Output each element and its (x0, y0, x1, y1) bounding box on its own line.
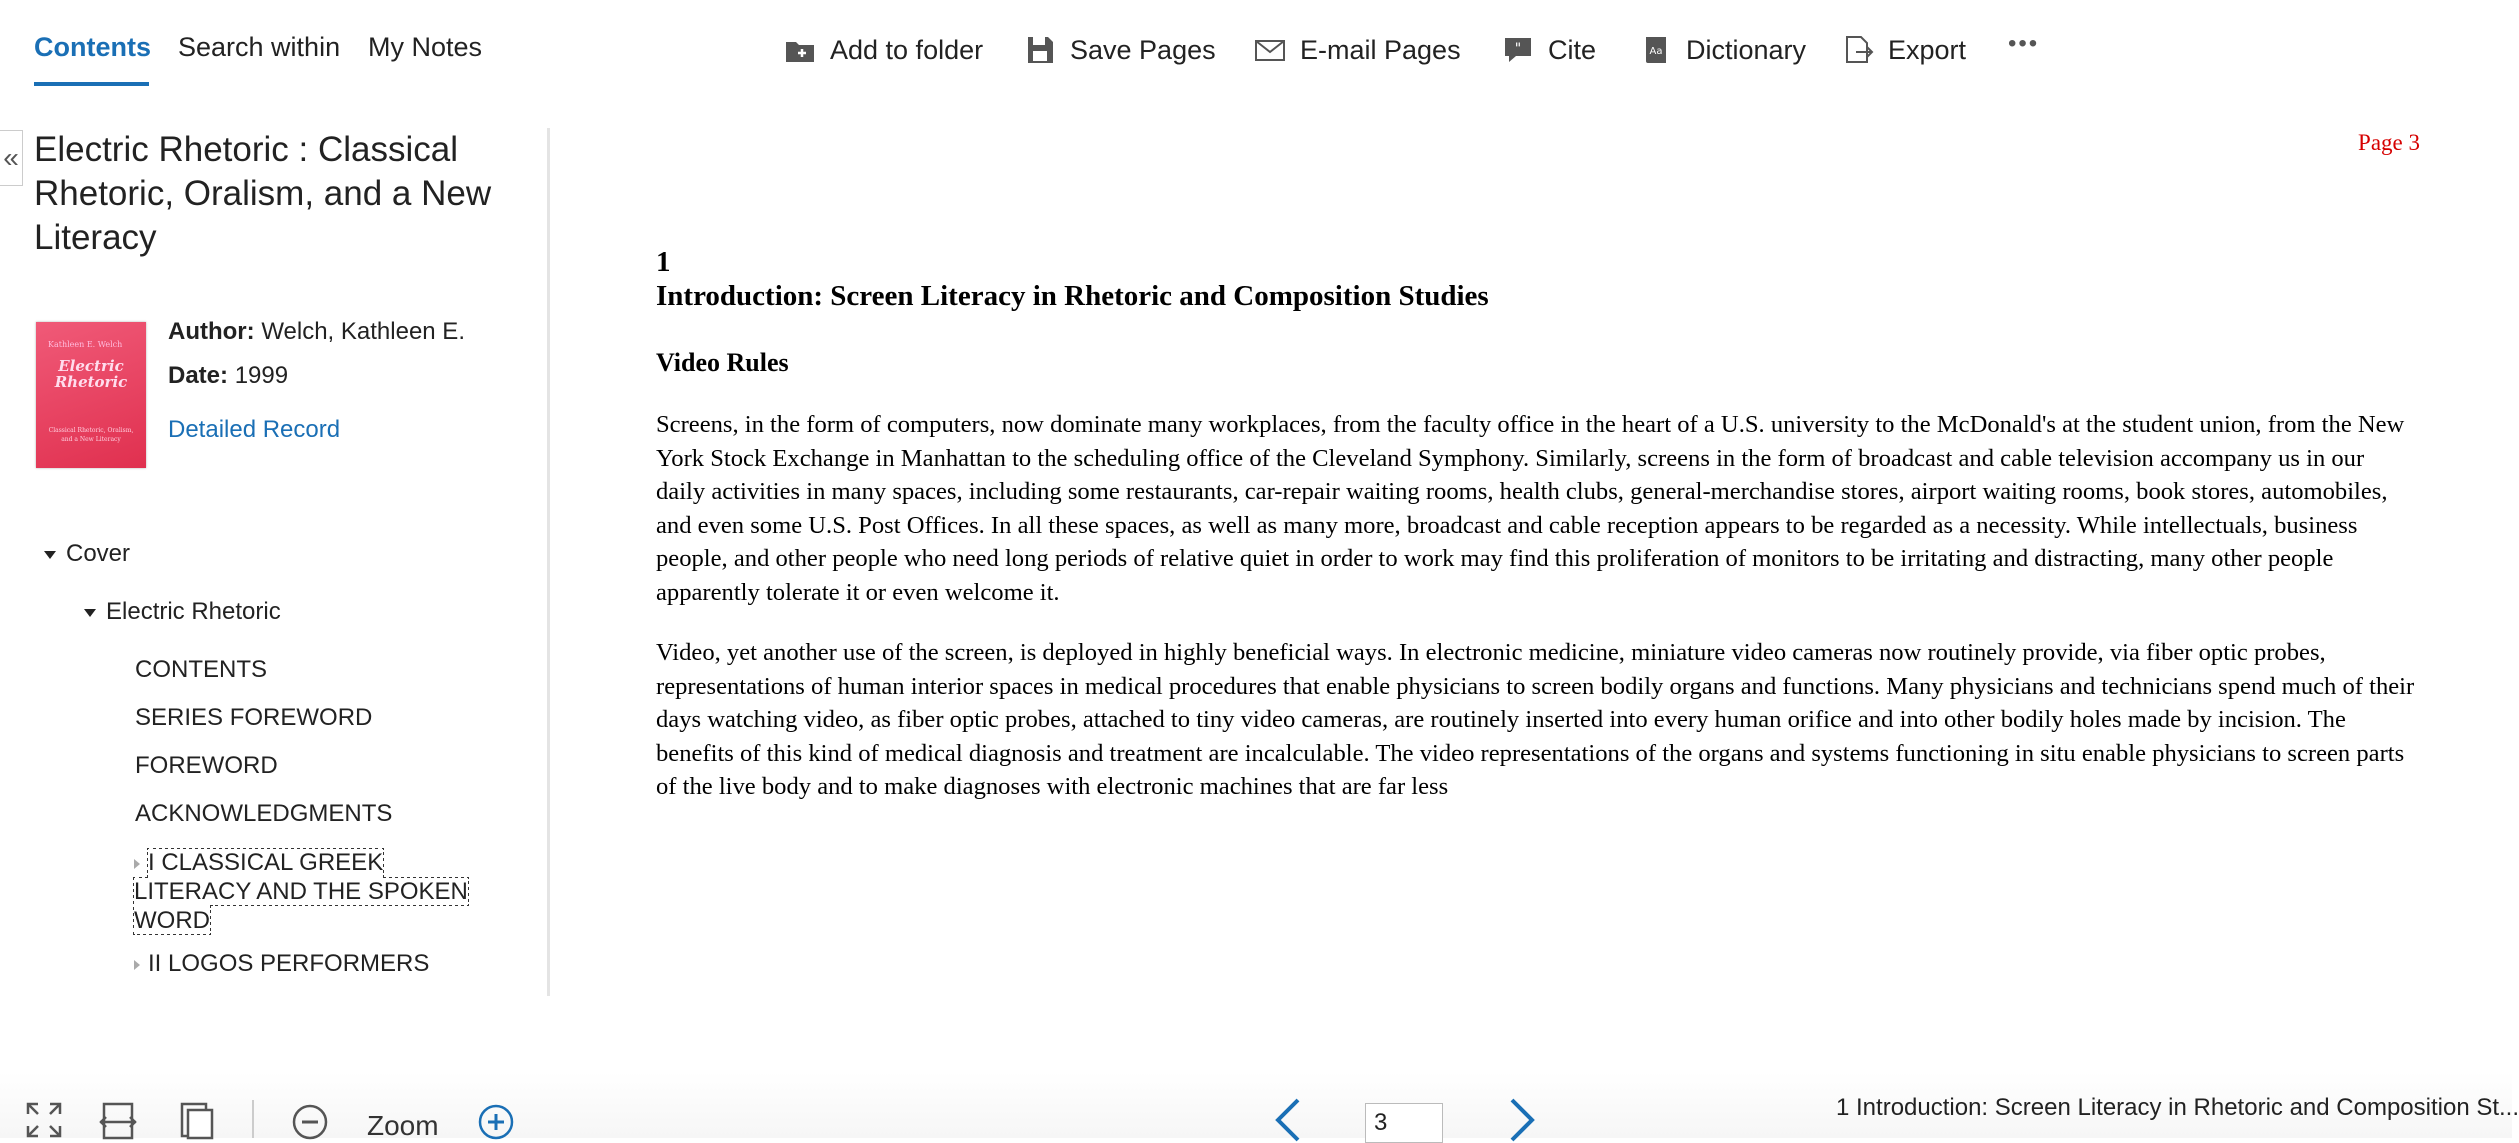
caret-down-icon (44, 551, 56, 559)
cite-button[interactable] (1502, 34, 1596, 66)
toc-item-electric-rhetoric[interactable] (84, 598, 281, 626)
date-label: Date: (168, 362, 229, 389)
book-title: Electric Rhetoric : Classical Rhetoric, Oralism, and a New Literacy (34, 130, 492, 257)
toc-item-series-foreword[interactable]: SERIES FOREWORD (135, 704, 373, 731)
author-line (168, 318, 465, 346)
fullscreen-icon[interactable] (24, 1100, 64, 1140)
fit-width-icon[interactable] (98, 1100, 138, 1140)
sidebar-divider[interactable] (547, 128, 550, 996)
email-pages-button[interactable] (1254, 34, 1461, 66)
more-button[interactable] (2008, 30, 2039, 58)
floppy-disk-icon (1024, 34, 1056, 66)
zoom-out-icon[interactable] (290, 1100, 330, 1140)
email-pages-label: E-mail Pages (1300, 34, 1461, 65)
toolbar-separator (252, 1100, 254, 1138)
toc-item-chapter-1[interactable] (134, 848, 474, 935)
zoom-in-icon[interactable] (476, 1100, 516, 1140)
more-dots-icon: ••• (2008, 30, 2040, 57)
cover-subtitle: Classical Rhetoric, Oralism, and a New Literacy (48, 427, 134, 443)
page-number-label: Page 3 (2358, 130, 2420, 155)
toc-item-label: Cover (66, 540, 131, 567)
toc-item-contents[interactable]: CONTENTS (135, 656, 267, 683)
caret-down-icon (84, 609, 96, 617)
dictionary-book-icon (1640, 34, 1672, 66)
dictionary-button[interactable] (1640, 34, 1806, 66)
collapse-sidebar-button[interactable]: « (0, 130, 23, 186)
svg-text:Aa: Aa (1649, 46, 1663, 57)
detailed-record-link[interactable]: Detailed Record (168, 416, 341, 443)
dictionary-label: Dictionary (1686, 34, 1807, 65)
cover-author: Kathleen E. Welch (48, 340, 123, 349)
tab-contents[interactable]: Contents (34, 32, 151, 62)
caret-right-icon (134, 960, 140, 970)
fit-page-icon[interactable] (176, 1100, 216, 1140)
tab-search-within[interactable]: Search within (178, 32, 341, 62)
chevron-right-icon[interactable] (1500, 1096, 1544, 1140)
section-title: Video Rules (656, 348, 789, 377)
date-line (168, 362, 288, 390)
date-value: 1999 (234, 362, 289, 389)
toc-item-acknowledgments[interactable]: ACKNOWLEDGMENTS (135, 800, 393, 827)
sidebar (0, 0, 548, 977)
folder-plus-icon (784, 34, 816, 66)
export-button[interactable] (1842, 34, 1966, 66)
toc-item-label: Electric Rhetoric (106, 598, 281, 625)
toc-item-foreword[interactable]: FOREWORD (135, 752, 278, 779)
export-label: Export (1888, 34, 1967, 65)
current-chapter-label: 1 Introduction: Screen Literacy in Rhetoric and Composition St... (1836, 1094, 2519, 1121)
toc-item-cover[interactable] (44, 540, 130, 568)
book-cover-image[interactable] (36, 322, 146, 468)
caret-right-icon (134, 859, 140, 869)
chapter-number: 1 (656, 246, 671, 278)
toc-item-chapter-2[interactable] (134, 950, 429, 978)
cite-label: Cite (1548, 34, 1597, 65)
cover-title: Electric Rhetoric (54, 357, 128, 391)
toc-item-label: II LOGOS PERFORMERS (148, 950, 430, 977)
export-document-icon (1842, 34, 1874, 66)
add-to-folder-button[interactable] (784, 34, 983, 66)
chevron-left-icon[interactable] (1266, 1096, 1310, 1140)
zoom-label: Zoom (367, 1110, 439, 1141)
paragraph: Video, yet another use of the screen, is deployed in highly beneficial ways. In electronic medicine, miniature video cameras now routinely provide, via fiber optic probes, representations of human interior spaces in medical procedures that enable physicians to screen bodily organs and functions. Many physicians and technicians spend much of their days watching video, as fiber optic probes, attached to tiny video cameras, are routinely inserted into every human orifice and into other bodily holes made by incision. The benefits of this kind of medical diagnosis and treatment are incalculable. The video representations of the organs and systems functioning in situ enable physicians to screen parts of the live body and to make diagnoses with electronic machines that are far less (656, 639, 2415, 800)
chapter-title: Introduction: Screen Literacy in Rhetoric and Composition Studies (656, 280, 1489, 312)
paragraph: Screens, in the form of computers, now dominate many workplaces, from the faculty office in the heart of a U.S. university to the McDonald's at the student union, from the New York Stock Exchange in Manhattan to the scheduling office of the Cleveland Symphony. Similarly, screens in the form of broadcast and cable television accompany us in our daily activities in many spaces, including some restaurants, car-repair waiting rooms, health clubs, general-merchandise stores, airport waiting rooms, book stores, automobiles, and even some U.S. Post Offices. In all these spaces, as well as many more, broadcast and cable reception appears to be regarded as a necessity. While intellectuals, business people, and other people who need long periods of relative quiet in order to work may find this proliferation of monitors to be irritating and distracting, many other people apparently tolerate it or even welcome it. (656, 411, 2405, 606)
page-number-input[interactable] (1365, 1103, 1443, 1143)
add-to-folder-label: Add to folder (830, 34, 984, 65)
save-pages-label: Save Pages (1070, 34, 1216, 65)
tab-my-notes[interactable]: My Notes (368, 32, 483, 62)
toc-item-label: I CLASSICAL GREEK LITERACY AND THE SPOKEN WORD (134, 849, 468, 934)
author-value: Welch, Kathleen E. (261, 318, 465, 345)
quote-bubble-icon (1502, 34, 1534, 66)
svg-text:": " (1514, 41, 1522, 57)
save-pages-button[interactable] (1024, 34, 1216, 66)
author-label: Author: (168, 318, 255, 345)
envelope-icon (1254, 34, 1286, 66)
